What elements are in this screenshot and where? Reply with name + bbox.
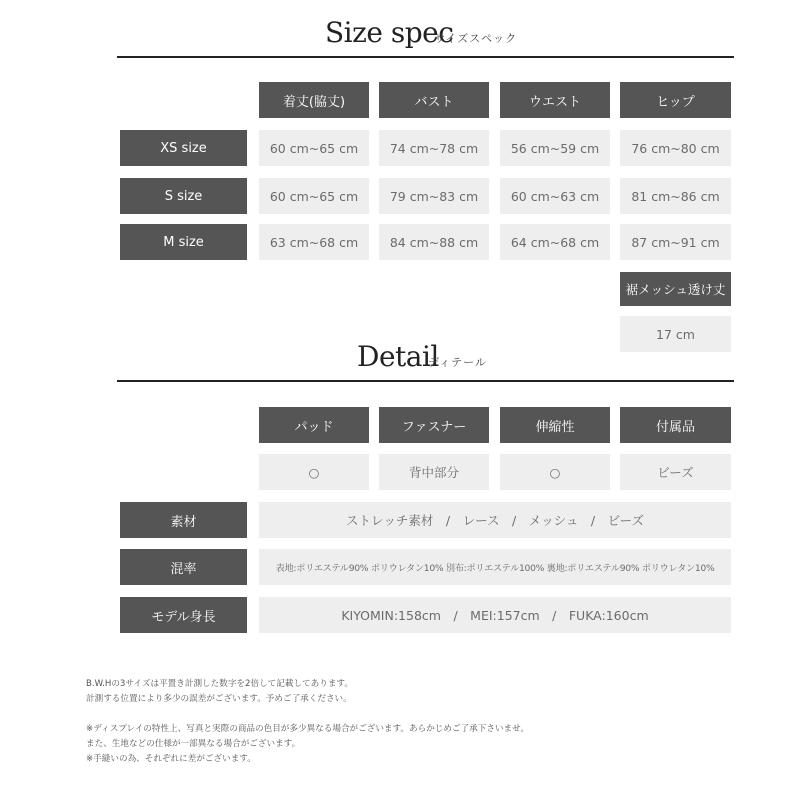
size-cell-m-waist: 64 cm~68 cm xyxy=(500,224,610,260)
detail-row-value-material: ストレッチ素材 / レース / メッシュ / ビーズ xyxy=(259,502,731,538)
size-row-label-s: S size xyxy=(120,178,247,214)
size-extra-value-hem-mesh: 17 cm xyxy=(620,316,731,352)
size-cell-s-length: 60 cm~65 cm xyxy=(259,178,369,214)
size-cell-s-bust: 79 cm~83 cm xyxy=(379,178,489,214)
detail-row-value-model-height: KIYOMIN:158cm / MEI:157cm / FUKA:160cm xyxy=(259,597,731,633)
size-spec-title: Size spec xyxy=(325,16,454,49)
size-cell-m-hip: 87 cm~91 cm xyxy=(620,224,731,260)
size-spec-divider xyxy=(117,56,734,58)
size-cell-xs-hip: 76 cm~80 cm xyxy=(620,130,731,166)
detail-col-header-zipper: ファスナー xyxy=(379,407,489,443)
detail-cell-accessories: ビーズ xyxy=(620,454,731,490)
size-extra-label-hem-mesh: 裾メッシュ透け丈 xyxy=(620,272,731,306)
detail-cell-zipper: 背中部分 xyxy=(379,454,489,490)
size-cell-xs-waist: 56 cm~59 cm xyxy=(500,130,610,166)
note-line-3: ※ディスプレイの特性上、写真と実際の商品の色目が多少異なる場合がございます。あらかじめご了承下さいませ。 xyxy=(86,724,530,734)
note-line-5: ※手縫いの為、それぞれに差がございます。 xyxy=(86,754,256,764)
size-col-header-length: 着丈(脇丈) xyxy=(259,82,369,118)
size-spec-subtitle: サイズスペック xyxy=(434,32,518,45)
detail-row-label-material: 素材 xyxy=(120,502,247,538)
note-line-2: 計測する位置により多少の誤差がございます。予めご了承ください。 xyxy=(86,694,352,704)
size-cell-m-bust: 84 cm~88 cm xyxy=(379,224,489,260)
size-row-label-xs: XS size xyxy=(120,130,247,166)
detail-row-label-model-height: モデル身長 xyxy=(120,597,247,633)
detail-row-label-blend: 混率 xyxy=(120,549,247,585)
detail-col-header-stretch: 伸縮性 xyxy=(500,407,610,443)
size-cell-s-waist: 60 cm~63 cm xyxy=(500,178,610,214)
detail-cell-pad: ○ xyxy=(259,454,369,490)
size-cell-s-hip: 81 cm~86 cm xyxy=(620,178,731,214)
size-row-label-m: M size xyxy=(120,224,247,260)
size-cell-xs-length: 60 cm~65 cm xyxy=(259,130,369,166)
detail-cell-stretch: ○ xyxy=(500,454,610,490)
note-line-1: B.W.Hの3サイズは平置き計測した数字を2倍して記載してあります。 xyxy=(86,679,353,689)
detail-col-header-accessories: 付属品 xyxy=(620,407,731,443)
size-col-header-hip: ヒップ xyxy=(620,82,731,118)
detail-divider xyxy=(117,380,734,382)
size-cell-xs-bust: 74 cm~78 cm xyxy=(379,130,489,166)
detail-col-header-pad: パッド xyxy=(259,407,369,443)
size-cell-m-length: 63 cm~68 cm xyxy=(259,224,369,260)
detail-row-value-blend: 表地:ポリエステル90% ポリウレタン10% 別布:ポリエステル100% 裏地:ポリエステル90% ポリウレタン10% xyxy=(259,549,731,585)
size-col-header-bust: バスト xyxy=(379,82,489,118)
size-col-header-waist: ウエスト xyxy=(500,82,610,118)
note-line-4: また、生地などの仕様が一部異なる場合がございます。 xyxy=(86,739,301,749)
detail-title: Detail xyxy=(357,340,439,373)
detail-subtitle: ディテール xyxy=(428,356,487,369)
